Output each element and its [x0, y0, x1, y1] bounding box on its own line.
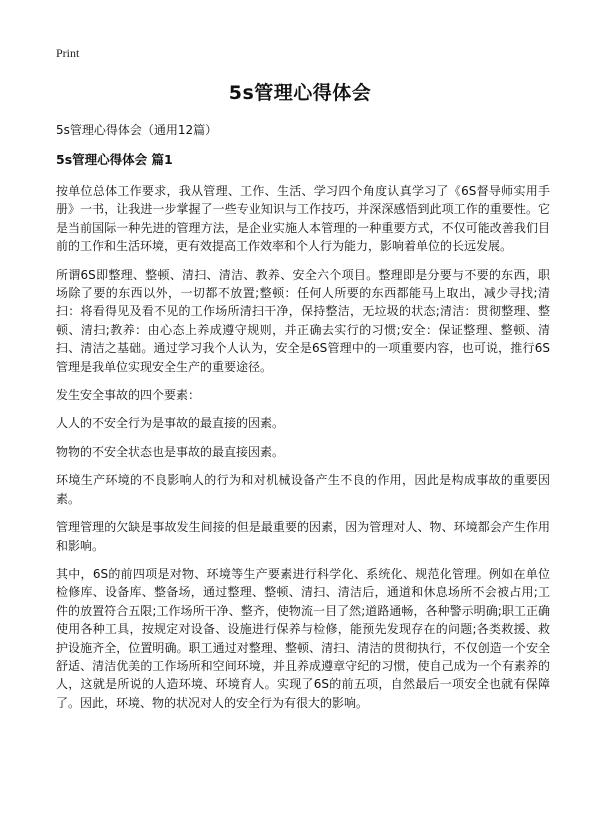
document-subtitle: 5s管理心得体会（通用12篇） — [56, 123, 218, 137]
paragraph-factor-environment: 环境生产环境的不良影响人的行为和对机械设备产生不良的作用，因此是构成事故的重要因素。 — [56, 473, 550, 506]
paragraph-four-factors-heading: 发生安全事故的四个要素： — [56, 388, 201, 403]
section-heading: 5s管理心得体会 篇1 — [56, 152, 173, 167]
paragraph-factor-object: 物物的不安全状态也是事故的最直接因素。 — [56, 444, 285, 459]
paragraph-intro: 按单位总体工作要求，我从管理、工作、生活、学习四个角度认真学习了《6S督导师实用手册》一书，让我进一步掌握了一些专业知识与工作技巧，并深深感悟到此项工作的重要性。它是当前国际一种先进的管理方法，是企业实施人本管理的一种重要方式，不仅可能改善我们目前的工作和生活环境，更有效提高工作效率和个人行为能力，影响着单位的长远发展。 — [56, 184, 550, 254]
article-body — [56, 182, 550, 722]
paragraph-factor-person: 人人的不安全行为是事故的最直接的因素。 — [56, 416, 285, 431]
paragraph-6s-practice: 其中，6S的前四项是对物、环境等生产要素进行科学化、系统化、规范化管理。例如在单位检修库、设备库、整备场，通过整理、整顿、清扫、清洁后，通道和休息场所不会被占用;工件的放置符合五限;工作场所干净、整齐，使物流一目了然;道路通畅，各种警示明确;职工正确使用各种工具，按规定对设备、设施进行保养与检修，能预先发现存在的问题;各类救援、救护设施齐全，位置明确。职工通过对整理、整顿、清扫、清洁的贯彻执行，不仅创造一个安全舒适、清洁优美的工作场所和空间环境，并且养成遵章守纪的习惯，使自己成为一个有素养的人，这就是所说的人造环境、环境育人。实现了6S的前五项，自然最后一项安全也就有保障了。因此，环境、物的状况对人的安全行为有很大的影响。 — [56, 566, 550, 710]
print-link[interactable]: Print — [56, 46, 80, 60]
page-title: 5s管理心得体会 — [228, 82, 372, 104]
paragraph-factor-management: 管理管理的欠缺是事故发生间接的但是最重要的因素，因为管理对人、物、环境都会产生作用和影响。 — [56, 520, 550, 553]
paragraph-6s-definition: 所谓6S即整理、整顿、清扫、清洁、教养、安全六个项目。整理即是分要与不要的东西，职场除了要的东西以外，一切都不放置;整顿：任何人所要的东西都能马上取出，减少寻找;清扫：将看得见及看不见的工作场所清扫干净，保持整洁，无垃圾的状态;清洁：贯彻整理、整顿、清扫;教养：由心态上养成遵守规则，并正确去实行的习惯;安全：保证整理、整顿、清扫、清洁之基础。通过学习我个人认为，安全是6S管理中的一项重要内容，也可说，推行6S管理是我单位实现安全生产的重要途径。 — [56, 267, 550, 374]
